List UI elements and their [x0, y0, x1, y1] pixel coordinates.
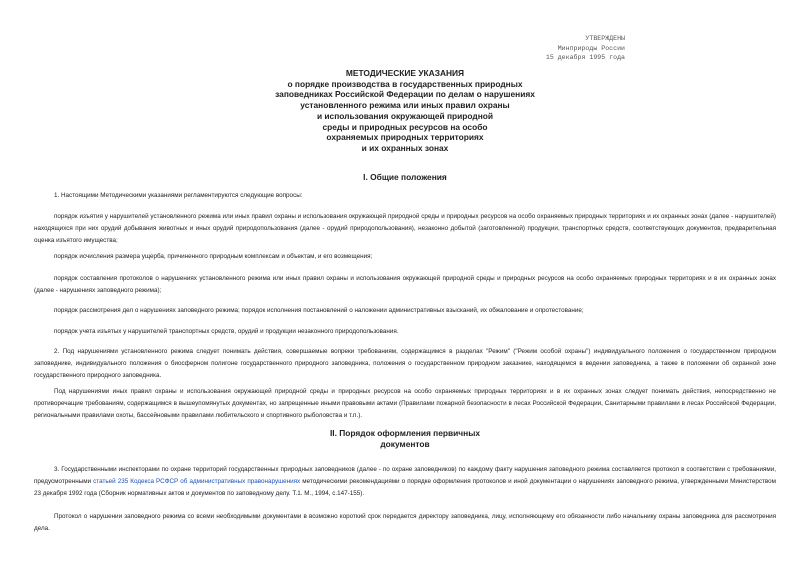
paragraph: Под нарушениями иных правил охраны и использования окружающей природной среды и природных ресурсов на особо охраняемых природных территориях и в их охранных зонах следует понимать действия, непосредственно не противоречащие требованиям, содержащимся в вышеупомянутых документах, но запрещенные иными правовыми актами (Правилами пожарной безопасности в лесах Российской Федерации, Санитарными правилами в лесах Российской Федерации, региональными правилами охоты, бассейновыми правилами любительского и спортивного рыболовства и т.п.). [34, 388, 776, 419]
paragraph: порядок исчисления размера ущерба, причиненного природным комплексам и объектам, и его возмещения; [54, 253, 373, 260]
approval-line: УТВЕРЖДЕНЫ [585, 35, 625, 42]
title-line: среды и природных ресурсов на особо [322, 121, 488, 132]
paragraph: порядок изъятия у нарушителей установленного режима или иных правил охраны и использования окружающей природной среды и природных ресурсов на особо охраняемых природных территориях и их охранных зонах (далее - нарушителей) находящихся при них орудий добывания животных и иных орудий природопользования (далее - орудий природопользования), незаконно добытой (заготовленной) продукции, транспортных средств, соответствующих документов, предварительная оценка изъятого имущества; [34, 213, 776, 244]
paragraph-text: методическими рекомендациями о порядке оформления протоколов и иной документации о нарушениях заповедного режима, утвержденными Министерством 23 декабря 1992 года (Сборник нормативных актов и документов по заповедному делу. Т.1. М., 1994, с.147-155). [34, 477, 777, 497]
title-line: и использования окружающей природной [316, 110, 494, 121]
paragraph: порядок рассмотрения дел о нарушениях заповедного режима; порядок исполнения постановлений о наложении административных взысканий, их обжалование и опротестование; [54, 307, 584, 314]
title-line: и их охранных зонах [361, 142, 449, 153]
title-line: о порядке производства в государственных природных [287, 78, 523, 89]
paragraph: порядок составления протоколов о нарушениях установленного режима или иных правил охраны и использования окружающей природной среды и природных ресурсов на особо охраняемых природных территориях и в их охранных зонах (далее - нарушениях заповедного режима); [34, 275, 776, 294]
title-line: охраняемых природных территориях [326, 132, 484, 143]
title-line: установленного режима или иных правил охраны [300, 100, 510, 111]
paragraph: порядок учета изъятых у нарушителей транспортных средств, орудий и продукции незаконного природопользования. [54, 328, 399, 335]
section-2-title-line: документов [380, 438, 430, 449]
article-235-link[interactable]: статьей 235 Кодекса РСФСР об административных правонарушениях [93, 477, 301, 485]
approval-line: Минприроды России [557, 44, 625, 52]
paragraph: Протокол о нарушении заповедного режима со всеми необходимыми документами в возможно короткий срок передается директору заповедника, лицу, исполняющему его обязанности либо начальнику охраны заповедника для рассмотрения дела. [34, 513, 776, 532]
section-2-title-line: II. Порядок оформления первичных [329, 428, 481, 438]
approval-stamp [515, 34, 625, 63]
section-2-title [240, 428, 570, 449]
title-heading: МЕТОДИЧЕСКИЕ УКАЗАНИЯ [345, 68, 465, 78]
title-line: заповедниках Российской Федерации по делам о нарушениях [275, 89, 535, 100]
approval-line: 15 декабря 1995 года [545, 54, 625, 61]
paragraph [34, 464, 776, 499]
paragraph: 1. Настоящими Методическими указаниями регламентируются следующие вопросы: [54, 192, 303, 199]
paragraph-text: 3. Государственными инспекторами по охране территорий государственных природных заповедников (далее - по охране заповедников) по каждому факту нарушения заповедного режима составляется протокол в соответствии с требованиями, предусмотренными [34, 466, 776, 485]
paragraph: 2. Под нарушениями установленного режима следует понимать действия, совершаемые вопреки требованиям, содержащимся в разделах "Режим" ("Режим особой охраны") индивидуального положения о государственном природном заповеднике, индивидуального положения о биосферном полигоне государственного природного заповедника, положения о государственном природном заказнике, находящемся в ведении заповедника, а также в положении об охранной зоне государственного природного заповедника. [34, 348, 776, 379]
document-title [240, 68, 570, 154]
section-1-title: I. Общие положения [363, 172, 447, 182]
